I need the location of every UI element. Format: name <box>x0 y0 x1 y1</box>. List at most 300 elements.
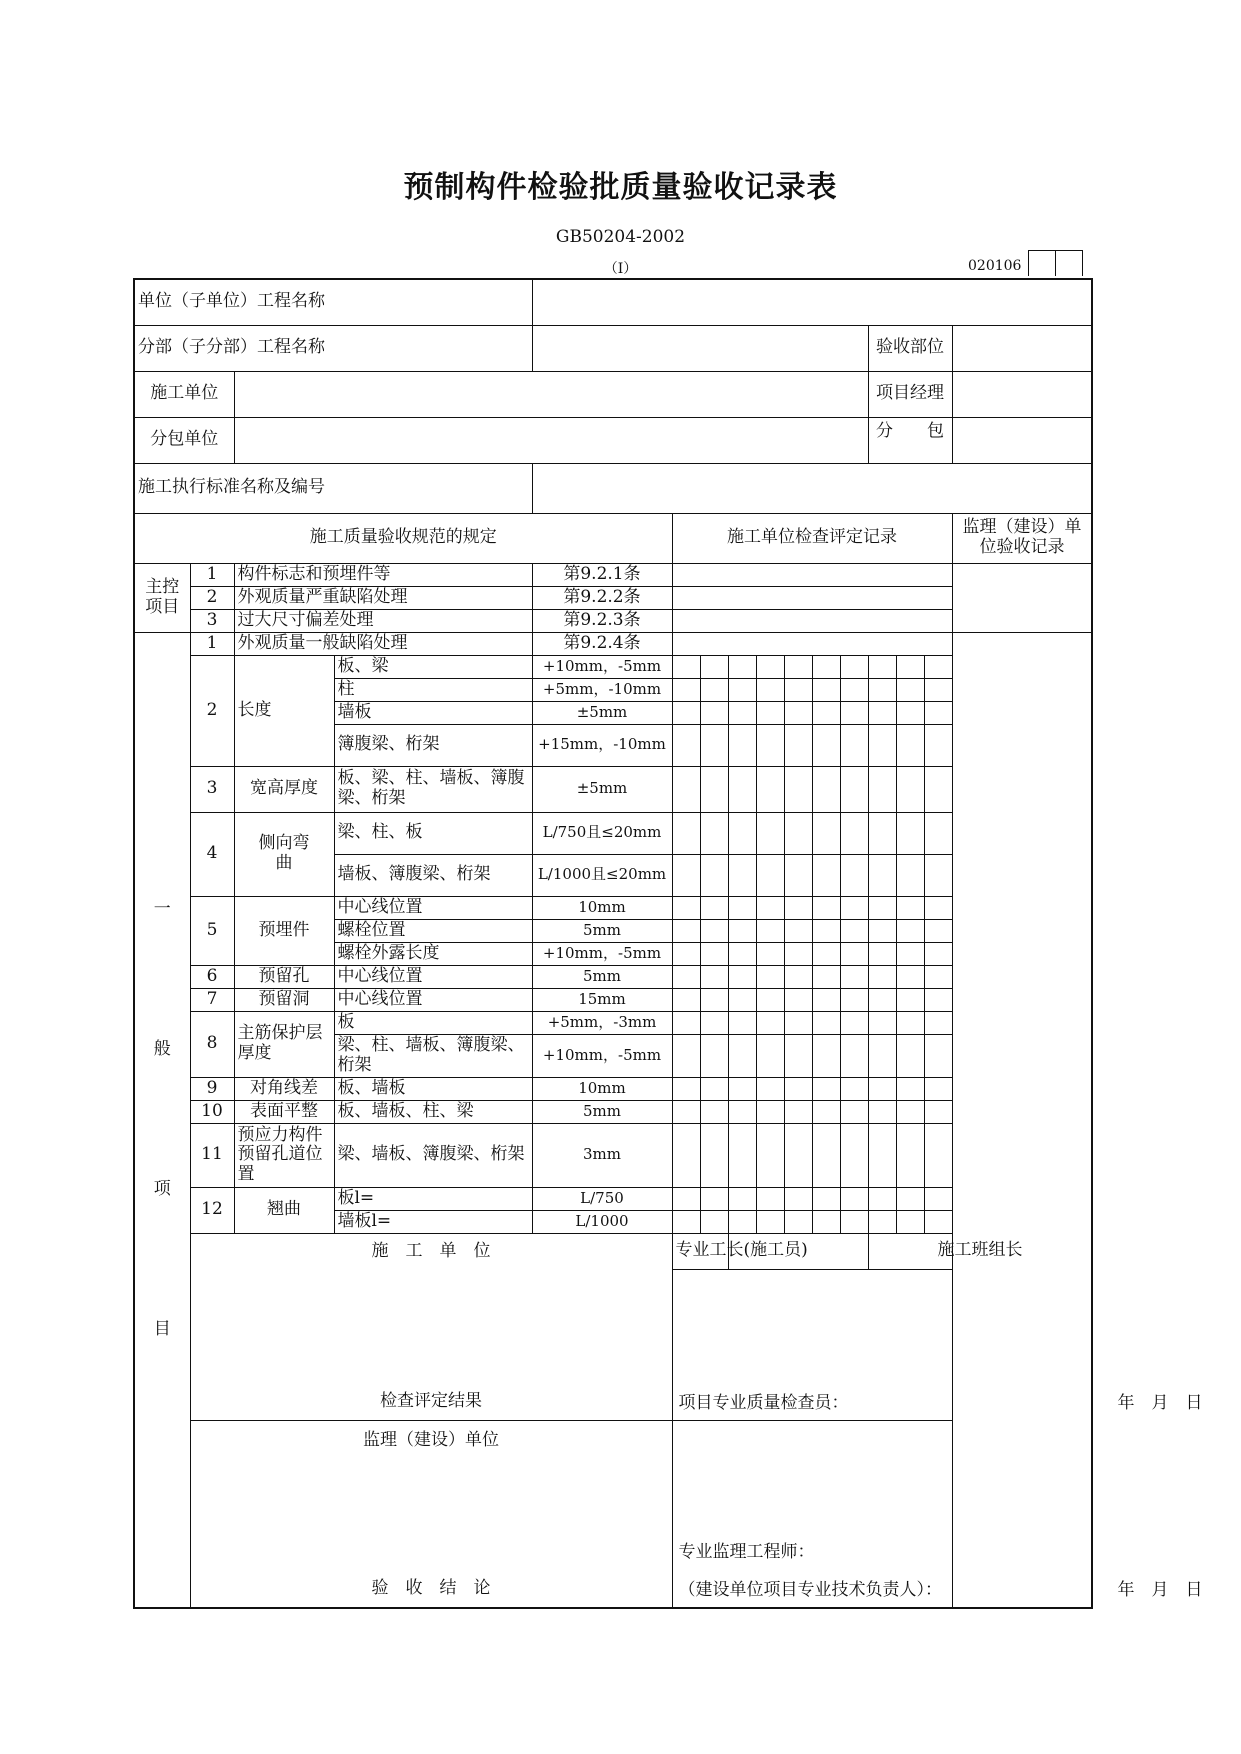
measure-cell[interactable] <box>672 1100 700 1123</box>
measure-cell[interactable] <box>896 655 924 678</box>
measure-cell[interactable] <box>840 655 868 678</box>
construction-unit-result-cell <box>190 1233 672 1420</box>
measure-cell[interactable] <box>812 1011 840 1034</box>
measure-cell[interactable] <box>868 1210 896 1233</box>
measure-cell[interactable] <box>812 766 840 812</box>
measure-cell[interactable] <box>924 701 952 724</box>
measure-cell[interactable] <box>728 1077 756 1100</box>
measure-cell[interactable] <box>700 812 728 854</box>
measure-cell[interactable] <box>840 1077 868 1100</box>
item-no: 2 <box>190 655 234 766</box>
measure-cell[interactable] <box>812 701 840 724</box>
measure-cell[interactable] <box>840 896 868 919</box>
measure-cell[interactable] <box>672 766 700 812</box>
item-no: 10 <box>190 1100 234 1123</box>
measure-cell[interactable] <box>840 1011 868 1034</box>
item-clause: 第9.2.3条 <box>532 609 672 632</box>
supervising-engineer-label: 专业监理工程师： <box>678 1541 815 1562</box>
measure-cell[interactable] <box>672 655 700 678</box>
acceptance-part-field[interactable] <box>952 325 1092 371</box>
measure-cell[interactable] <box>868 678 896 701</box>
measure-cell[interactable] <box>756 655 784 678</box>
measure-cell[interactable] <box>896 1123 924 1187</box>
item-tolerance: +10mm，-5mm <box>532 942 672 965</box>
measure-cell[interactable] <box>756 919 784 942</box>
acceptance-part-label: 验收部位 <box>868 325 952 371</box>
general-row-3 <box>134 766 1092 812</box>
measure-cell[interactable] <box>812 1100 840 1123</box>
measure-cell[interactable] <box>784 1034 812 1077</box>
spec-column-header: 施工质量验收规范的规定 <box>134 513 672 563</box>
measure-cell[interactable] <box>812 812 840 854</box>
general-label-char: 目 <box>153 1318 171 1339</box>
measure-cell[interactable] <box>812 1210 840 1233</box>
item-sub: 梁、墙板、簿腹梁、桁架 <box>334 1123 532 1187</box>
measure-cell[interactable] <box>812 942 840 965</box>
measure-cell[interactable] <box>672 942 700 965</box>
measure-cell[interactable] <box>728 988 756 1011</box>
measure-cell[interactable] <box>784 1100 812 1123</box>
item-tolerance: L/750 <box>532 1187 672 1210</box>
measure-cell[interactable] <box>896 896 924 919</box>
measure-cell[interactable] <box>868 1187 896 1210</box>
item-name: 翘曲 <box>234 1187 334 1233</box>
measure-cell[interactable] <box>868 1123 896 1187</box>
item-sub: 中心线位置 <box>334 896 532 919</box>
measure-cell[interactable] <box>672 965 700 988</box>
measure-cell[interactable] <box>672 919 700 942</box>
item-sub: 中心线位置 <box>334 965 532 988</box>
measure-cell[interactable] <box>700 678 728 701</box>
measure-cell[interactable] <box>728 1011 756 1034</box>
measure-cell[interactable] <box>868 965 896 988</box>
info-row-subcontract <box>134 417 1092 463</box>
measure-cell[interactable] <box>896 1100 924 1123</box>
measure-cell[interactable] <box>840 812 868 854</box>
measure-cell[interactable] <box>868 854 896 896</box>
measure-cell[interactable] <box>756 812 784 854</box>
measure-cell[interactable] <box>756 1077 784 1100</box>
check-record-cell[interactable] <box>672 586 952 609</box>
measure-cell[interactable] <box>924 988 952 1011</box>
info-row-sub-project <box>134 325 1092 371</box>
form-code: 020106 <box>968 258 1022 274</box>
measure-cell[interactable] <box>672 701 700 724</box>
main-control-row-1 <box>134 563 1092 586</box>
measure-cell[interactable] <box>896 942 924 965</box>
measure-cell[interactable] <box>700 942 728 965</box>
measure-cell[interactable] <box>756 1123 784 1187</box>
measure-cell[interactable] <box>896 724 924 766</box>
acceptance-conclusion-label: 验 收 结 论 <box>371 1577 491 1598</box>
quality-inspector-label: 项目专业质量检查员： <box>678 1392 849 1413</box>
check-record-cell[interactable] <box>672 632 952 655</box>
measure-cell[interactable] <box>896 1011 924 1034</box>
measure-cell[interactable] <box>784 1011 812 1034</box>
item-no: 3 <box>190 766 234 812</box>
measure-cell[interactable] <box>700 724 728 766</box>
measure-cell[interactable] <box>728 965 756 988</box>
item-sub: 板、墙板 <box>334 1077 532 1100</box>
measure-cell[interactable] <box>784 988 812 1011</box>
measure-cell[interactable] <box>812 896 840 919</box>
item-tolerance: +10mm，-5mm <box>532 655 672 678</box>
foreman-label: 专业工长(施工员) <box>672 1233 728 1269</box>
measure-cell[interactable] <box>728 766 756 812</box>
measure-cell[interactable] <box>924 919 952 942</box>
measure-cell[interactable] <box>700 1034 728 1077</box>
item-name: 对角线差 <box>234 1077 334 1100</box>
construction-unit-label: 施 工 单 位 <box>371 1240 491 1261</box>
measure-cell[interactable] <box>700 919 728 942</box>
measure-cell[interactable] <box>672 896 700 919</box>
general-items-label <box>134 632 190 1608</box>
measure-cell[interactable] <box>672 988 700 1011</box>
item-sub: 墙板l= <box>334 1210 532 1233</box>
code-box-2[interactable] <box>1055 250 1083 276</box>
page-title: 预制构件检验批质量验收记录表 <box>403 170 838 205</box>
footer-signature-row <box>134 1233 1092 1269</box>
item-sub: 梁、柱、板 <box>334 812 532 854</box>
measure-cell[interactable] <box>868 1077 896 1100</box>
item-name: 表面平整 <box>234 1100 334 1123</box>
item-no: 8 <box>190 1011 234 1077</box>
item-name: 主筋保护层厚度 <box>234 1011 334 1077</box>
measure-cell[interactable] <box>784 896 812 919</box>
general-row-11 <box>134 1123 1092 1187</box>
measure-cell[interactable] <box>756 988 784 1011</box>
measure-cell[interactable] <box>700 655 728 678</box>
measure-cell[interactable] <box>840 1100 868 1123</box>
measure-cell[interactable] <box>812 1123 840 1187</box>
measure-cell[interactable] <box>728 1034 756 1077</box>
measure-cell[interactable] <box>728 1187 756 1210</box>
code-box-1[interactable] <box>1028 250 1056 276</box>
item-no: 7 <box>190 988 234 1011</box>
measure-cell[interactable] <box>756 701 784 724</box>
measure-cell[interactable] <box>700 1210 728 1233</box>
measure-cell[interactable] <box>868 724 896 766</box>
general-row-8a <box>134 1011 1092 1034</box>
measure-cell[interactable] <box>672 1034 700 1077</box>
measure-cell[interactable] <box>868 988 896 1011</box>
measure-cell[interactable] <box>896 1187 924 1210</box>
supervision-unit-label: 监理（建设）单位 <box>363 1429 499 1450</box>
measure-cell[interactable] <box>784 678 812 701</box>
general-row-4a <box>134 812 1092 854</box>
info-row-construction-unit <box>134 371 1092 417</box>
measure-cell[interactable] <box>672 724 700 766</box>
item-tolerance: 3mm <box>532 1123 672 1187</box>
item-clause: 第9.2.4条 <box>532 632 672 655</box>
measure-cell[interactable] <box>924 1187 952 1210</box>
main-control-label: 主控项目 <box>134 563 190 632</box>
measure-cell[interactable] <box>672 1187 700 1210</box>
measure-cell[interactable] <box>728 678 756 701</box>
measure-cell[interactable] <box>840 766 868 812</box>
measure-cell[interactable] <box>700 1187 728 1210</box>
measure-cell[interactable] <box>728 701 756 724</box>
measure-cell[interactable] <box>924 1123 952 1187</box>
measure-cell[interactable] <box>756 678 784 701</box>
measure-cell[interactable] <box>672 812 700 854</box>
measure-cell[interactable] <box>728 854 756 896</box>
measure-cell[interactable] <box>896 1034 924 1077</box>
measure-cell[interactable] <box>728 1100 756 1123</box>
measure-cell[interactable] <box>672 1123 700 1187</box>
general-row-2a <box>134 655 1092 678</box>
item-no: 5 <box>190 896 234 965</box>
measure-cell[interactable] <box>868 701 896 724</box>
measure-cell[interactable] <box>700 1011 728 1034</box>
measure-cell[interactable] <box>896 766 924 812</box>
measure-cell[interactable] <box>700 701 728 724</box>
item-name: 构件标志和预埋件等 <box>234 563 532 586</box>
measure-cell[interactable] <box>896 1210 924 1233</box>
standard-code: GB50204-2002 <box>555 227 686 247</box>
measure-cell[interactable] <box>784 812 812 854</box>
measure-cell[interactable] <box>728 1123 756 1187</box>
measure-cell[interactable] <box>756 1011 784 1034</box>
measure-cell[interactable] <box>812 1187 840 1210</box>
measure-cell[interactable] <box>672 1210 700 1233</box>
construction-unit-field[interactable] <box>234 371 868 417</box>
item-no: 9 <box>190 1077 234 1100</box>
measure-cell[interactable] <box>840 854 868 896</box>
general-row-1 <box>134 632 1092 655</box>
measure-cell[interactable] <box>896 701 924 724</box>
item-name: 过大尺寸偏差处理 <box>234 609 532 632</box>
subcontract-manager-field[interactable] <box>952 417 1092 463</box>
measure-cell[interactable] <box>924 896 952 919</box>
item-tolerance: 10mm <box>532 896 672 919</box>
measure-cell[interactable] <box>812 919 840 942</box>
measure-cell[interactable] <box>924 678 952 701</box>
supervision-record-cell[interactable] <box>952 563 1092 632</box>
item-sub: 中心线位置 <box>334 988 532 1011</box>
measure-cell[interactable] <box>924 812 952 854</box>
measure-cell[interactable] <box>700 988 728 1011</box>
sub-project-name-field[interactable] <box>532 325 868 371</box>
measure-cell[interactable] <box>840 1187 868 1210</box>
measure-cell[interactable] <box>812 678 840 701</box>
item-no: 6 <box>190 965 234 988</box>
measure-cell[interactable] <box>756 965 784 988</box>
item-clause: 第9.2.1条 <box>532 563 672 586</box>
item-name: 外观质量严重缺陷处理 <box>234 586 532 609</box>
measure-cell[interactable] <box>756 1034 784 1077</box>
standard-name-label: 施工执行标准名称及编号 <box>134 463 532 513</box>
measure-cell[interactable] <box>784 724 812 766</box>
info-row-standard <box>134 463 1092 513</box>
measure-cell[interactable] <box>728 655 756 678</box>
measure-cell[interactable] <box>672 854 700 896</box>
measure-cell[interactable] <box>728 724 756 766</box>
measure-cell[interactable] <box>728 919 756 942</box>
measure-cell[interactable] <box>672 1011 700 1034</box>
unit-project-name-field[interactable] <box>532 279 1092 325</box>
measure-cell[interactable] <box>756 896 784 919</box>
measure-cell[interactable] <box>784 766 812 812</box>
measure-cell[interactable] <box>924 1100 952 1123</box>
measure-cell[interactable] <box>728 812 756 854</box>
measure-cell[interactable] <box>756 942 784 965</box>
measure-cell[interactable] <box>840 724 868 766</box>
measure-cell[interactable] <box>868 1100 896 1123</box>
measure-cell[interactable] <box>672 1077 700 1100</box>
item-tolerance: ±5mm <box>532 701 672 724</box>
item-name: 长度 <box>234 655 334 766</box>
measure-cell[interactable] <box>784 1123 812 1187</box>
measure-cell[interactable] <box>784 942 812 965</box>
measure-cell[interactable] <box>784 854 812 896</box>
measure-cell[interactable] <box>924 724 952 766</box>
item-tolerance: 5mm <box>532 965 672 988</box>
date-label: 年 月 日 <box>1117 1392 1203 1413</box>
measure-cell[interactable] <box>728 942 756 965</box>
measure-cell[interactable] <box>896 678 924 701</box>
general-row-7 <box>134 988 1092 1011</box>
measure-cell[interactable] <box>700 766 728 812</box>
inspection-form-table <box>133 278 1203 1609</box>
measure-cell[interactable] <box>812 988 840 1011</box>
measure-cell[interactable] <box>784 1077 812 1100</box>
measure-cell[interactable] <box>784 701 812 724</box>
subcontract-unit-field[interactable] <box>234 417 868 463</box>
measure-cell[interactable] <box>784 1187 812 1210</box>
unit-project-name-label: 单位（子单位）工程名称 <box>134 279 532 325</box>
measure-cell[interactable] <box>756 766 784 812</box>
project-manager-field[interactable] <box>952 371 1092 417</box>
measure-cell[interactable] <box>812 724 840 766</box>
measure-cell[interactable] <box>784 1210 812 1233</box>
measure-cell[interactable] <box>868 896 896 919</box>
measure-cell[interactable] <box>840 988 868 1011</box>
item-clause: 第9.2.2条 <box>532 586 672 609</box>
item-sub: 墙板 <box>334 701 532 724</box>
measure-cell[interactable] <box>756 1210 784 1233</box>
general-row-6 <box>134 965 1092 988</box>
measure-cell[interactable] <box>840 701 868 724</box>
measure-cell[interactable] <box>896 1077 924 1100</box>
measure-cell[interactable] <box>840 919 868 942</box>
measure-cell[interactable] <box>924 1011 952 1034</box>
check-result-area[interactable] <box>672 1269 1203 1420</box>
item-sub: 板、墙板、柱、梁 <box>334 1100 532 1123</box>
measure-cell[interactable] <box>896 965 924 988</box>
date-label: 年 月 日 <box>1117 1579 1203 1600</box>
measure-cell[interactable] <box>868 1034 896 1077</box>
measure-cell[interactable] <box>700 854 728 896</box>
measure-cell[interactable] <box>784 965 812 988</box>
measure-cell[interactable] <box>896 812 924 854</box>
item-name: 外观质量一般缺陷处理 <box>234 632 532 655</box>
measure-cell[interactable] <box>812 1034 840 1077</box>
measure-cell[interactable] <box>700 1100 728 1123</box>
measure-cell[interactable] <box>896 919 924 942</box>
measure-cell[interactable] <box>700 1077 728 1100</box>
item-name: 预留孔 <box>234 965 334 988</box>
measure-cell[interactable] <box>728 896 756 919</box>
measure-cell[interactable] <box>756 854 784 896</box>
measure-cell[interactable] <box>728 1210 756 1233</box>
measure-cell[interactable] <box>924 942 952 965</box>
item-sub: 柱 <box>334 678 532 701</box>
measure-cell[interactable] <box>924 1210 952 1233</box>
general-label-char: 项 <box>153 1178 171 1199</box>
standard-name-field[interactable] <box>532 463 1092 513</box>
measure-cell[interactable] <box>784 655 812 678</box>
measure-cell[interactable] <box>868 766 896 812</box>
measure-cell[interactable] <box>700 1123 728 1187</box>
measure-cell[interactable] <box>700 965 728 988</box>
measure-cell[interactable] <box>700 896 728 919</box>
item-no: 11 <box>190 1123 234 1187</box>
measure-cell[interactable] <box>840 965 868 988</box>
measure-cell[interactable] <box>868 655 896 678</box>
check-record-cell[interactable] <box>672 563 952 586</box>
item-no: 4 <box>190 812 234 896</box>
measure-cell[interactable] <box>812 854 840 896</box>
item-tolerance: ±5mm <box>532 766 672 812</box>
item-no: 2 <box>190 586 234 609</box>
measure-cell[interactable] <box>756 1100 784 1123</box>
measure-cell[interactable] <box>840 942 868 965</box>
item-name: 预留洞 <box>234 988 334 1011</box>
item-name: 宽高厚度 <box>234 766 334 812</box>
measure-cell[interactable] <box>840 678 868 701</box>
measure-cell[interactable] <box>840 1034 868 1077</box>
measure-cell[interactable] <box>840 1210 868 1233</box>
general-row-10 <box>134 1100 1092 1123</box>
supervision-column-header: 监理（建设）单位验收记录 <box>952 513 1092 563</box>
measure-cell[interactable] <box>924 655 952 678</box>
measure-cell[interactable] <box>924 854 952 896</box>
measure-cell[interactable] <box>812 655 840 678</box>
measure-cell[interactable] <box>924 1077 952 1100</box>
check-record-cell[interactable] <box>672 609 952 632</box>
measure-cell[interactable] <box>924 766 952 812</box>
measure-cell[interactable] <box>756 1187 784 1210</box>
measure-cell[interactable] <box>868 1011 896 1034</box>
item-tolerance: +10mm，-5mm <box>532 1034 672 1077</box>
measure-cell[interactable] <box>840 1123 868 1187</box>
measure-cell[interactable] <box>756 724 784 766</box>
measure-cell[interactable] <box>812 965 840 988</box>
measure-cell[interactable] <box>896 854 924 896</box>
measure-cell[interactable] <box>924 1034 952 1077</box>
measure-cell[interactable] <box>868 812 896 854</box>
item-tolerance: 5mm <box>532 919 672 942</box>
measure-cell[interactable] <box>924 965 952 988</box>
project-manager-label: 项目经理 <box>868 371 952 417</box>
acceptance-conclusion-area[interactable] <box>672 1420 1203 1608</box>
general-row-5a <box>134 896 1092 919</box>
measure-cell[interactable] <box>672 678 700 701</box>
sub-project-name-label: 分部（子分部）工程名称 <box>134 325 532 371</box>
item-no: 12 <box>190 1187 234 1233</box>
measure-cell[interactable] <box>868 942 896 965</box>
item-sub: 梁、柱、墙板、簿腹梁、桁架 <box>334 1034 532 1077</box>
item-sub: 板 <box>334 1011 532 1034</box>
measure-cell[interactable] <box>812 1077 840 1100</box>
item-name: 侧向弯曲 <box>234 812 334 896</box>
measure-cell[interactable] <box>868 919 896 942</box>
item-no: 3 <box>190 609 234 632</box>
measure-cell[interactable] <box>896 988 924 1011</box>
item-tolerance: L/1000 <box>532 1210 672 1233</box>
measure-cell[interactable] <box>784 919 812 942</box>
